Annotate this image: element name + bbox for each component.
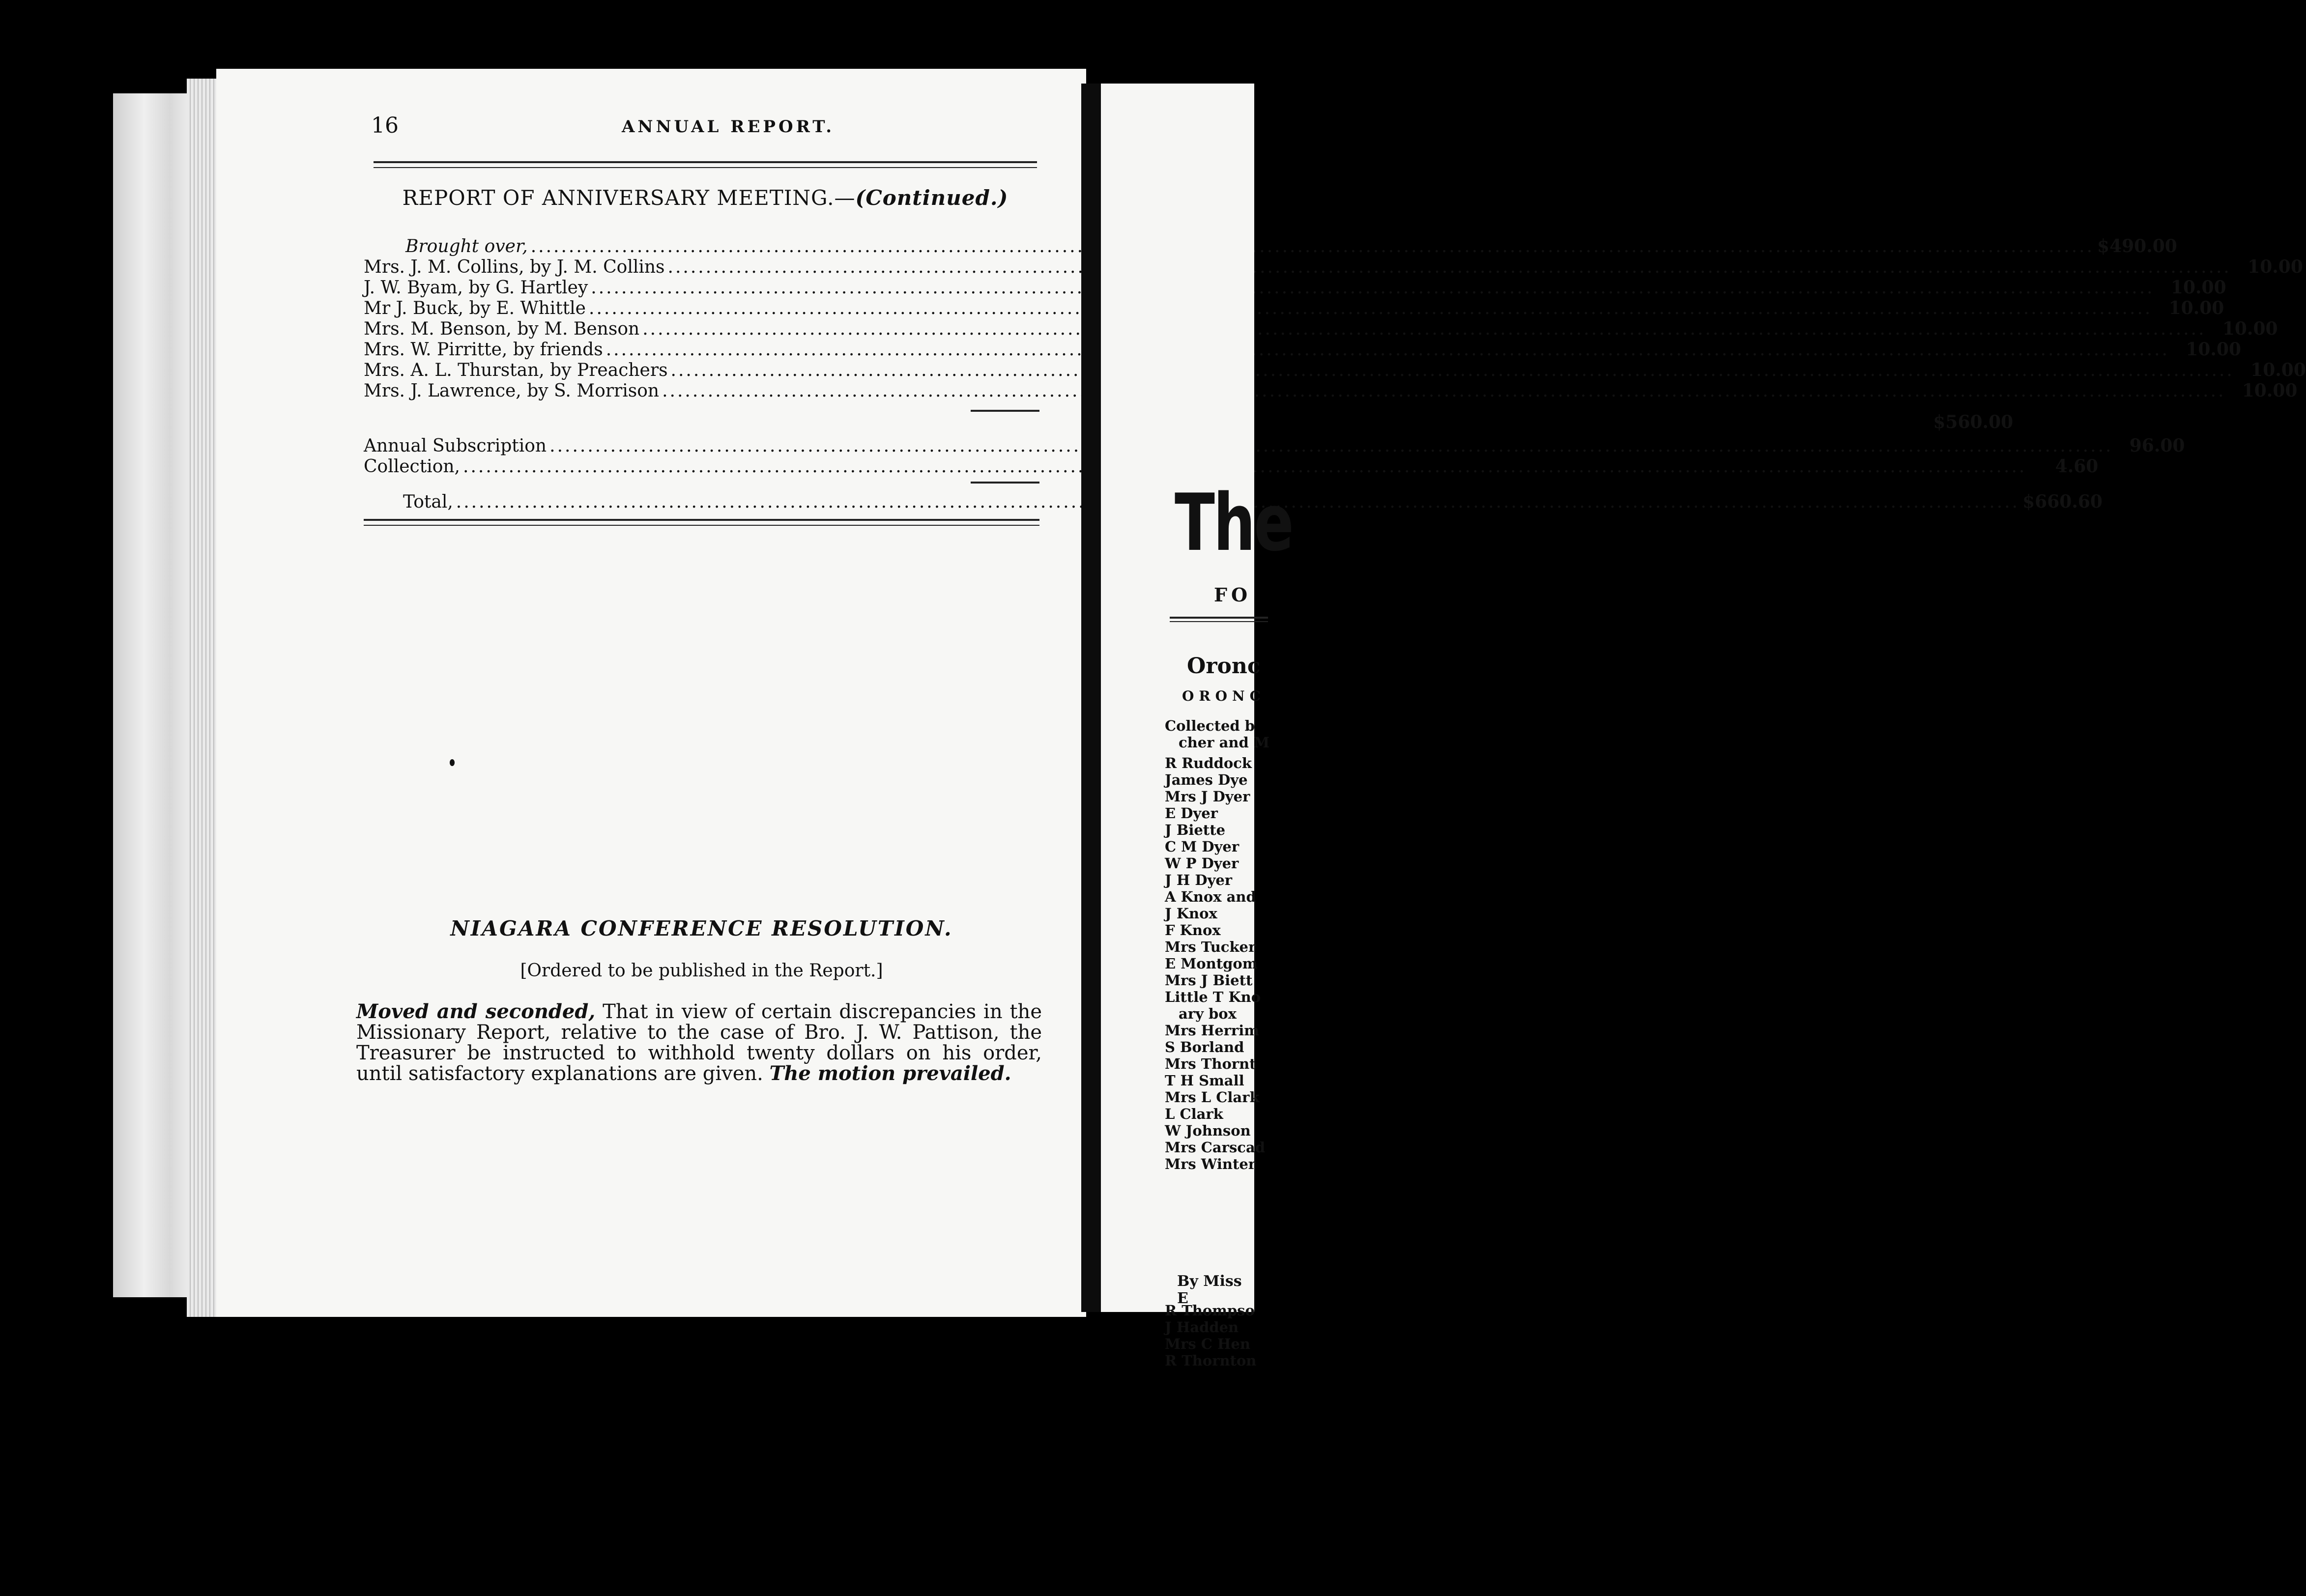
ledger-amount: 10.00 — [2168, 298, 2224, 318]
list-item: Mrs Thornt — [1165, 1055, 1256, 1072]
facing-page-list — [1165, 717, 1269, 1172]
ledger-amount: 10.00 — [2250, 360, 2306, 380]
list-item: R Ruddock — [1165, 755, 1252, 771]
ledger-row — [364, 380, 2298, 401]
facing-page-caps: ORONC — [1182, 688, 1266, 704]
list-item: T H Small — [1165, 1072, 1244, 1089]
report-title-continued: (Continued.) — [855, 186, 1009, 210]
ledger-amount: 10.00 — [2186, 339, 2242, 360]
list-item: Little T Kno — [1165, 989, 1261, 1005]
leader-dots — [668, 257, 2231, 277]
ledger-amount: 10.00 — [2222, 318, 2278, 339]
list-item: Mrs J Biett — [1165, 972, 1253, 989]
leader-dots — [531, 236, 2094, 256]
ledger-row — [364, 298, 2224, 318]
report-title-text: REPORT OF ANNIVERSARY MEETING.— — [402, 186, 856, 210]
facing-page — [1101, 84, 1293, 1369]
list-item: J Knox — [1165, 905, 1217, 922]
list-item: Mrs J Dyer — [1165, 788, 1250, 805]
leader-dots — [662, 381, 2225, 401]
ledger-row — [364, 360, 2306, 380]
ledger-amount: 10.00 — [2242, 380, 2298, 401]
facing-page-collector: By Miss E — [1177, 1273, 1242, 1307]
ledger-name: Collection, — [364, 456, 460, 477]
list-item: J Biette — [1165, 822, 1226, 838]
list-item: E Montgom — [1165, 955, 1258, 972]
leader-dots — [671, 360, 2234, 380]
ledger-name: Mr J. Buck, by E. Whittle — [364, 298, 586, 318]
ledger-label: Brought over, — [405, 236, 528, 256]
ledger-row — [364, 256, 2303, 277]
ledger-row — [364, 318, 2278, 339]
ledger-amount: 4.60 — [2055, 456, 2099, 477]
resolution-text: That in view of certain discrepancies in the Missionary Report, relative to the case of Bro. J. W. Pattison, the Treasurer be instructed to withhold twenty dollars on his order, until satisfactory explanations are given. — [356, 1000, 1042, 1085]
list-item: W Johnson — [1165, 1122, 1251, 1139]
facing-page-list-2 — [1165, 1302, 1256, 1369]
ledger-name: Annual Subscription — [364, 436, 547, 456]
ledger-row — [364, 339, 2242, 360]
ledger-subtotal: $560.00 — [1933, 412, 2014, 432]
resolution-lead: Moved and seconded, — [356, 1000, 596, 1023]
ledger-amount: 96.00 — [2129, 435, 2185, 456]
list-item: J H Dyer — [1165, 872, 1233, 888]
ledger-row — [364, 456, 2099, 477]
ledger-total-row — [364, 491, 2103, 512]
list-item: Mrs C Hen — [1165, 1336, 1250, 1352]
ledger-amount: 10.00 — [2248, 256, 2303, 277]
ledger-row — [364, 277, 2226, 298]
list-item: A Knox and — [1165, 888, 1256, 905]
page-number: 16 — [371, 113, 399, 138]
ledger-subtotal-row — [364, 412, 2014, 432]
list-item: J Hadden — [1165, 1319, 1239, 1336]
list-item: Mrs Carscad — [1165, 1139, 1266, 1156]
closing-double-rule — [364, 519, 1039, 526]
facing-page-title: The — [1175, 477, 1293, 569]
collected-by-line: cher and M — [1179, 734, 1269, 751]
list-item: L Clark — [1165, 1106, 1223, 1122]
leader-dots — [591, 278, 2154, 298]
ledger-row-brought-over — [364, 236, 2177, 256]
list-item: ary box — [1179, 1005, 1237, 1022]
ledger-name: Mrs. J. Lawrence, by S. Morrison — [364, 381, 660, 401]
running-head: ANNUAL REPORT. — [622, 117, 835, 137]
list-item: R Thornton — [1165, 1352, 1257, 1369]
leader-dots — [606, 340, 2169, 360]
ledger-amount: 10.00 — [2170, 277, 2226, 298]
header-rule-thin — [374, 167, 1037, 168]
resolution-title: NIAGARA CONFERENCE RESOLUTION. — [450, 916, 953, 940]
facing-page-subtitle: FO — [1214, 584, 1252, 606]
ledger-name: Mrs. A. L. Thurstan, by Preachers — [364, 360, 668, 380]
header-rule — [374, 161, 1037, 163]
ledger-amount: $490.00 — [2097, 236, 2177, 256]
collected-by-line: Collected b — [1165, 717, 1255, 734]
list-item: C M Dyer — [1165, 838, 1239, 855]
facing-page-rule-thin — [1170, 621, 1268, 622]
ink-speck — [450, 759, 455, 766]
leader-dots — [549, 436, 2113, 456]
list-item: R Thompso — [1165, 1302, 1255, 1319]
ledger-name: Mrs. M. Benson, by M. Benson — [364, 319, 640, 339]
list-item: Mrs Tucker — [1165, 939, 1256, 955]
facing-page-rule — [1170, 617, 1268, 619]
book-gutter — [1081, 84, 1101, 1312]
list-item: W P Dyer — [1165, 855, 1239, 872]
list-item: S Borland — [1165, 1039, 1244, 1055]
list-item: Mrs L Clark — [1165, 1089, 1260, 1106]
ledger-row — [364, 435, 2185, 456]
resolution-note: [Ordered to be published in the Report.] — [520, 961, 883, 981]
resolution-outcome: The motion prevailed. — [769, 1062, 1011, 1085]
list-item: E Dyer — [1165, 805, 1218, 822]
list-item: Mrs Winter — [1165, 1156, 1256, 1172]
leader-dots — [589, 298, 2152, 318]
list-item: James Dye — [1165, 771, 1248, 788]
ledger-name: Mrs. J. M. Collins, by J. M. Collins — [364, 257, 665, 277]
ledger-name: Mrs. W. Pirritte, by friends — [364, 340, 603, 360]
list-item: Mrs Herrim — [1165, 1022, 1259, 1039]
ledger-name: J. W. Byam, by G. Hartley — [364, 278, 588, 298]
facing-page-town: Oronc — [1187, 654, 1261, 679]
report-title — [374, 186, 1037, 210]
ledger-total-label: Total, — [403, 492, 453, 512]
ledger-total-amount: $660.60 — [2022, 491, 2103, 512]
resolution-body — [356, 1001, 1042, 1084]
leader-dots — [642, 319, 2206, 339]
list-item: F Knox — [1165, 922, 1221, 939]
